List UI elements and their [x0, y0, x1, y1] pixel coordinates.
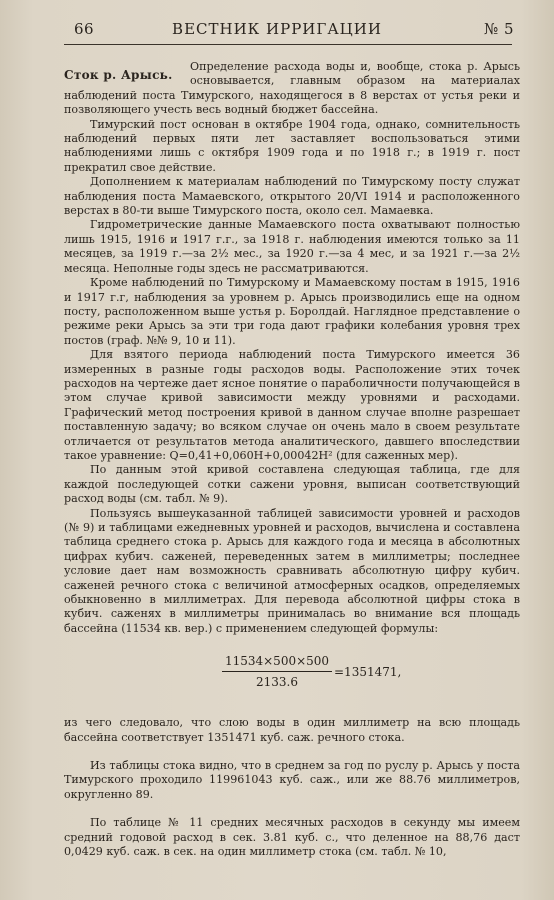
spacer: [64, 745, 520, 759]
paragraph-8: Пользуясь вышеуказанной таблицей зависимости уровней и расходов (№ 9) и таблицами ежедневных уровней и расходов, вычислена и составлена таблица среднего стока р. Арысь для каждого года и месяца в абсолютных цифрах кубич. саженей, переведенных затем в миллиметры; последнее условие дает нам возможность сравнивать абсолютную цифру кубич. саженей речного стока с величиной атмосферных осадков, определяемых обыкновенно в миллиметрах. Для перевода абсолютной цифры стока в кубич. саженях в миллиметры принималась во внимание вся площадь бассейна (11534 кв. вер.) с применением следующей формулы:: [64, 506, 520, 635]
issue-number: № 5: [483, 20, 514, 38]
paragraph-11: По таблице № 11 средних месячных расходов в секунду мы имеем средний годовой расход в сек. 3.81 куб. с., что деленное на 88,76 даст 0,0429 куб. саж. в сек. на один миллиметр стока (см. табл. № 10,: [64, 816, 520, 859]
paragraph-7: По данным этой кривой составлена следующая таблица, где для каждой последующей сотки сажени уровня, выписан соответствующий расход воды (см. табл. № 9).: [64, 463, 520, 506]
formula-denominator: 2133.6: [256, 674, 298, 689]
page-number: 66: [74, 20, 95, 38]
paragraph-6: Для взятого периода наблюдений поста Тимурского имеется 36 измеренных в разные годы расходов воды. Расположение этих точек расходов на чертеже дает ясное понятие о параболичности получающейся в этом случае кривой зависимости между уровнями и расходами. Графический метод построения кривой в данном случае вполне разрешает поставленную задачу; во всяком случае он очень мало в своем результате отличается от результатов метода аналитического, давшего впоследствии такое уравнение: Q=0,41+0,060H+0,00042H² (для саженных мер).: [64, 348, 520, 462]
formula: [64, 654, 520, 696]
paragraph-3: Дополнением к материалам наблюдений по Тимурскому посту служат наблюдения поста Мамаевского, открытого 20/VI 1914 и расположенного верстах в 80-ти выше Тимурского поста, около сел. Мамаевка.: [64, 175, 520, 218]
formula-result: =1351471,: [334, 665, 402, 680]
spacer: [64, 802, 520, 816]
section-side-heading: Сток р. Арысь.: [64, 68, 173, 82]
formula-fraction: [222, 654, 332, 689]
header-rule: [64, 44, 512, 45]
journal-title: ВЕСТНИК ИРРИГАЦИИ: [172, 20, 382, 38]
paragraph-10: Из таблицы стока видно, что в среднем за год по руслу р. Арысь у поста Тимурского проходило 119961043 куб. саж., или же 88.76 миллиметров, округленно 89.: [64, 759, 520, 801]
paragraph-2: Тимурский пост основан в октябре 1904 года, однако, сомнительность наблюдений первых пяти лет заставляет воспользоваться этими наблюдениями лишь с октября 1909 года и по 1918 г.; в 1919 г. пост прекратил свое действие.: [64, 117, 520, 174]
formula-numerator: 11534×500×500: [222, 654, 332, 671]
paragraph-4: Гидрометрические данные Мамаевского поста охватывают полностью лишь 1915, 1916 и 1917 г.г., за 1918 г. наблюдения имеются только за 11 месяцев, за 1919 г.—за 2½ мес., за 1920 г.—за 4 мес, и за 1921 г.—за 2½ месяца. Неполные годы здесь не рассматриваются.: [64, 218, 520, 275]
page-header: [0, 18, 554, 44]
paragraph-1: Определение расхода воды и, вообще, стока р. Арысь основывается, главным образом на материалах наблюдений поста Тимурского, находящегося в 8 верстах от устья реки и позволяющего учесть весь водный бюджет бассейна.: [64, 60, 520, 117]
article-body: [64, 60, 520, 860]
paragraph-5: Кроме наблюдений по Тимурскому и Мамаевскому постам в 1915, 1916 и 1917 г.г, наблюдения за уровнем р. Арысь производились еще на одном посту, расположенном выше устья р. Боролдай. Наглядное представление о режиме реки Арысь за эти три года дают графики колебания уровня трех постов (граф. №№ 9, 10 и 11).: [64, 276, 520, 347]
paragraph-9: из чего следовало, что слою воды в один миллиметр на всю площадь бассейна соответствует 1351471 куб. саж. речного стока.: [64, 716, 520, 744]
